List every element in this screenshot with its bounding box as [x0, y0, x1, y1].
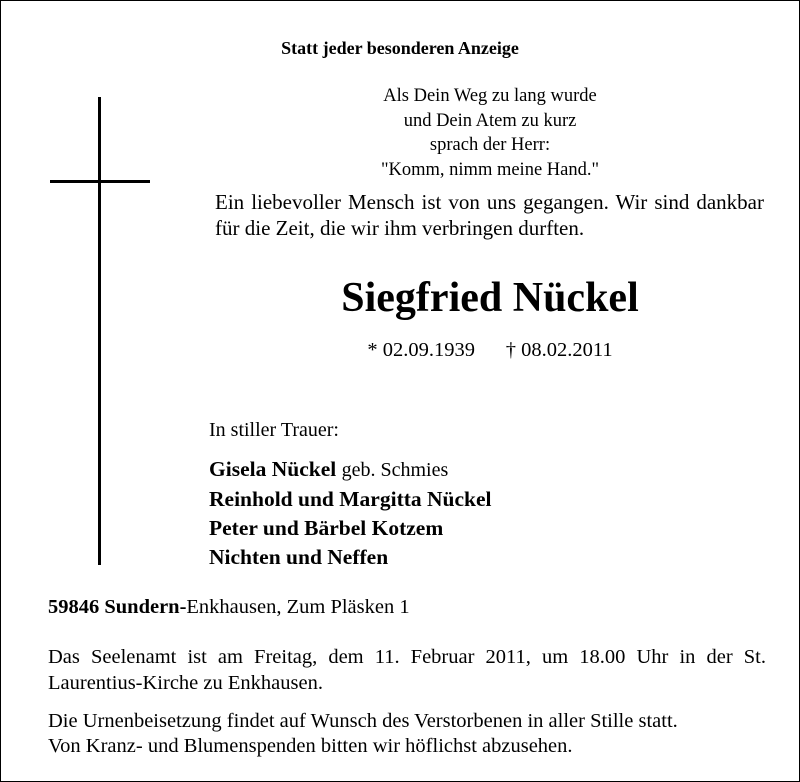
service-info: Das Seelenamt ist am Freitag, dem 11. Februar 2011, um 18.00 Uhr in der St. Laurentius-Kirche zu Enkhausen.	[48, 646, 766, 694]
mourner-entry: Reinhold und Margitta Nückel	[209, 487, 492, 511]
mourner-entry: Nichten und Neffen	[209, 545, 389, 569]
mourner-entry: Peter und Bärbel Kotzem	[209, 516, 444, 540]
urn-info	[48, 709, 766, 759]
mourning-label: In stiller Trauer:	[209, 419, 339, 441]
poem-line: und Dein Atem zu kurz	[403, 110, 577, 131]
poem-line: Als Dein Weg zu lang wurde	[383, 86, 597, 106]
cross-vertical-beam	[98, 97, 101, 565]
address-city: 59846 Sundern-	[48, 596, 187, 618]
poem-line: "Komm, nimm meine Hand."	[380, 159, 600, 180]
maiden-name-note: geb. Schmies	[341, 459, 449, 481]
intro-text: Ein liebevoller Mensch ist von uns gegangen. Wir sind dankbar für die Zeit, die wir ihm verbringen durften.	[215, 190, 764, 240]
birth-date: * 02.09.1939	[367, 339, 475, 361]
poem-line: sprach der Herr:	[429, 135, 551, 155]
life-dates	[210, 339, 770, 362]
mourner-entry	[209, 455, 492, 485]
cross-horizontal-beam	[50, 180, 150, 183]
address-street: Enkhausen, Zum Pläsken 1	[186, 596, 410, 618]
address	[48, 596, 410, 619]
notice-heading: Statt jeder besonderen Anzeige	[281, 38, 519, 58]
death-date: † 08.02.2011	[505, 339, 613, 361]
mourner-name: Gisela Nückel	[209, 457, 337, 481]
deceased-name: Siegfried Nückel	[341, 275, 639, 321]
mourners-list	[209, 455, 492, 572]
urn-line: Von Kranz- und Blumenspenden bitten wir höflichst abzusehen.	[48, 735, 573, 757]
urn-line: Die Urnenbeisetzung findet auf Wunsch des Verstorbenen in aller Stille statt.	[48, 710, 678, 732]
poem	[250, 84, 730, 182]
